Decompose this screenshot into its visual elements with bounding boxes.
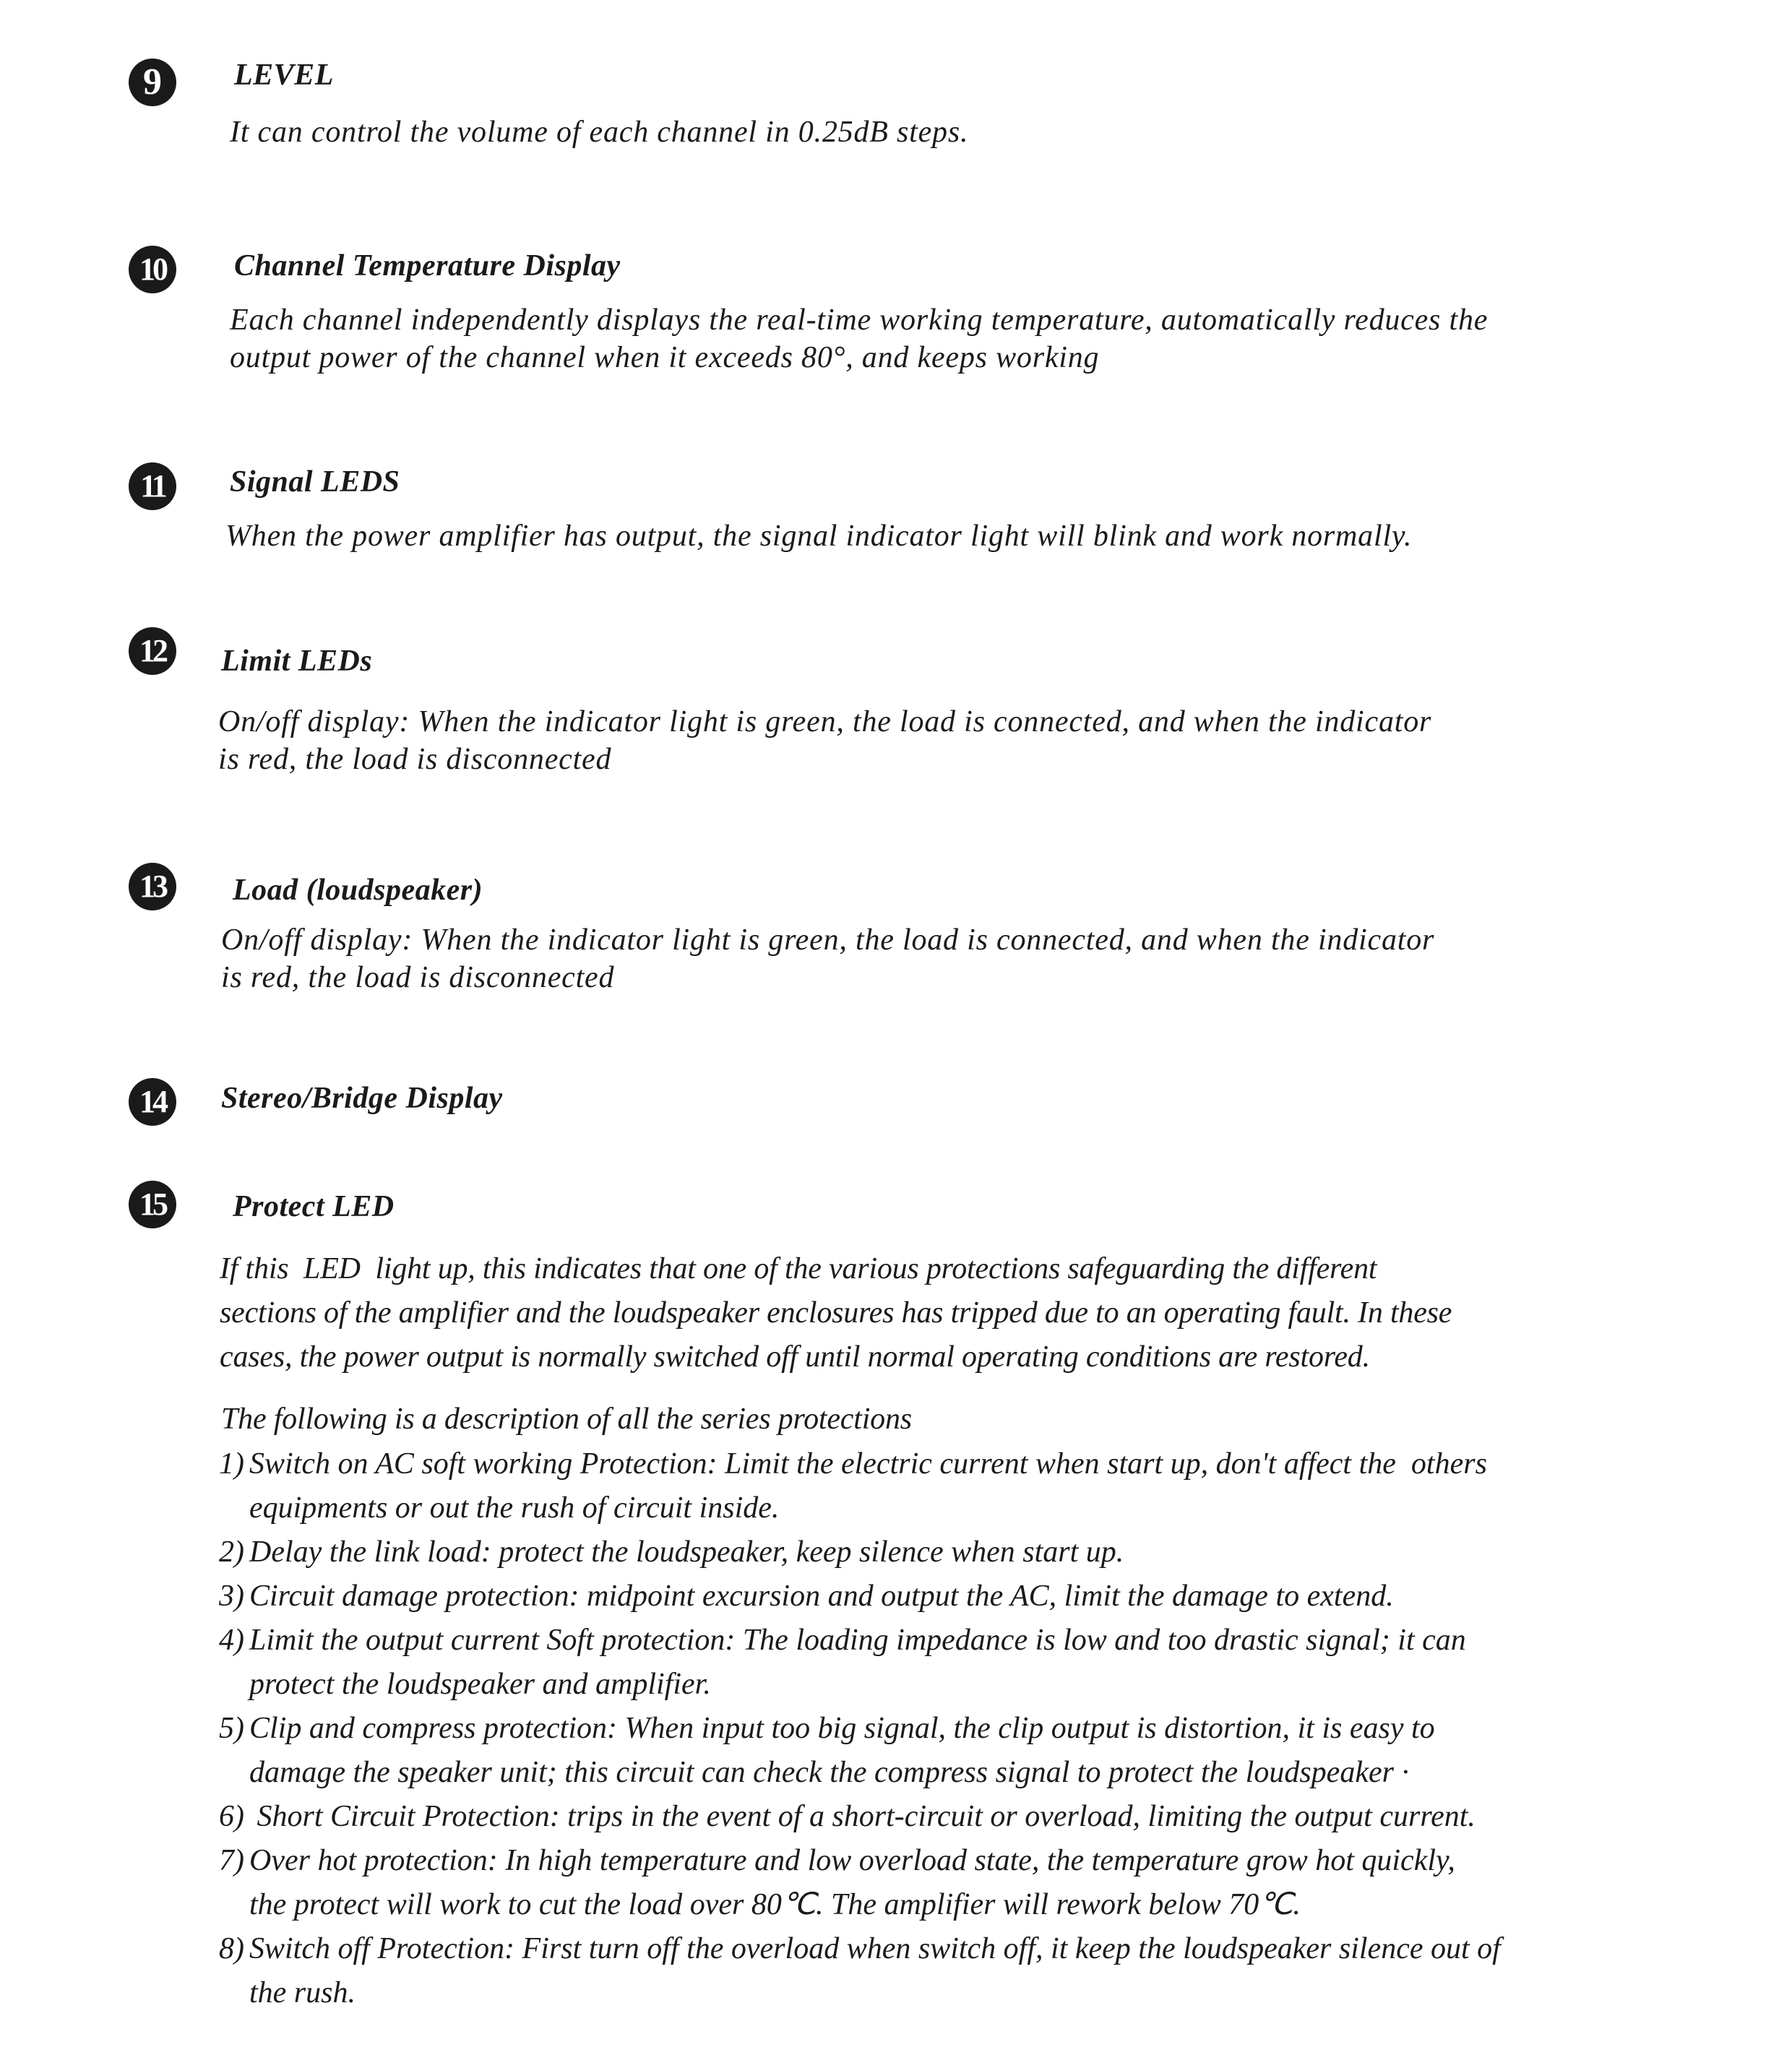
section-heading: LEVEL (234, 59, 334, 92)
list-item (219, 1574, 1722, 1619)
protections-list (219, 1442, 1722, 2015)
section-description: It can control the volume of each channel in 0.25dB steps. (230, 116, 969, 149)
list-item (219, 1530, 1722, 1574)
section-number-badge: 15 (129, 1181, 176, 1228)
list-item-number: 4) (219, 1624, 244, 1657)
section-description: Each channel independently displays the real-time working temperature, automatically reduces the output power of the channel when it exceeds 80°, and keeps working (230, 303, 1489, 374)
section-heading: Channel Temperature Display (234, 249, 621, 283)
list-item (219, 1927, 1722, 2015)
section-number-badge: 11 (129, 462, 176, 510)
list-item (219, 1442, 1722, 1530)
list-item-number: 7) (219, 1844, 244, 1877)
section-heading: Limit LEDs (221, 645, 373, 678)
list-item-text: Limit the output current Soft protection: The loading impedance is low and too drastic signal; it can protect the loudspeaker and amplifier. (249, 1624, 1466, 1701)
list-item-text: Delay the link load: protect the loudspeaker, keep silence when start up. (249, 1535, 1124, 1569)
list-item-number: 3) (219, 1580, 244, 1613)
section-heading: Signal LEDS (230, 465, 400, 499)
section-description: On/off display: When the indicator light is green, the load is connected, and when the indicator is red, the load is disconnected (218, 705, 1432, 776)
section-description: If this LED light up, this indicates that one of the various protections safeguarding the different sections of the amplifier and the loudspeaker enclosures has tripped due to an operating fault. In these cases, the power output is normally switched off until normal operating conditions are restored. (220, 1252, 1452, 1374)
section-number-badge: 10 (129, 246, 176, 293)
list-item-text: Circuit damage protection: midpoint excursion and output the AC, limit the damage to extend. (249, 1580, 1394, 1613)
list-item-text: Short Circuit Protection: trips in the event of a short-circuit or overload, limiting the output current. (249, 1800, 1476, 1833)
section-number-badge: 9 (129, 59, 176, 106)
section-heading: Load (loudspeaker) (233, 874, 483, 907)
section-number-badge: 12 (129, 627, 176, 675)
protections-intro: The following is a description of all the series protections (221, 1403, 912, 1436)
list-item-number: 1) (219, 1447, 244, 1481)
section-heading: Protect LED (233, 1190, 395, 1223)
list-item (219, 1619, 1722, 1707)
list-item-text: Clip and compress protection: When input too big signal, the clip output is distortion, it is easy to damage the speaker unit; this circuit can check the compress signal to protect the loudspeaker · (249, 1712, 1435, 1789)
section-number-badge: 13 (129, 863, 176, 910)
list-item-text: Over hot protection: In high temperature and low overload state, the temperature grow hot quickly, the protect will work to cut the load over 80℃. The amplifier will rework below 70℃. (249, 1844, 1455, 1921)
list-item-number: 2) (219, 1535, 244, 1569)
list-item-number: 5) (219, 1712, 244, 1745)
section-description: When the power amplifier has output, the signal indicator light will blink and work normally. (225, 520, 1413, 553)
list-item-text: Switch on AC soft working Protection: Limit the electric current when start up, don't affect the others equipments or out the rush of circuit inside. (249, 1447, 1487, 1525)
list-item-text: Switch off Protection: First turn off the overload when switch off, it keep the loudspeaker silence out of the rush. (249, 1932, 1501, 2009)
list-item (219, 1839, 1722, 1927)
list-item (219, 1795, 1722, 1839)
list-item-number: 8) (219, 1932, 244, 1965)
list-item (219, 1707, 1722, 1795)
section-heading: Stereo/Bridge Display (221, 1082, 503, 1115)
section-description: On/off display: When the indicator light is green, the load is connected, and when the indicator is red, the load is disconnected (221, 923, 1435, 994)
list-item-number: 6) (219, 1800, 244, 1833)
section-number-badge: 14 (129, 1078, 176, 1126)
